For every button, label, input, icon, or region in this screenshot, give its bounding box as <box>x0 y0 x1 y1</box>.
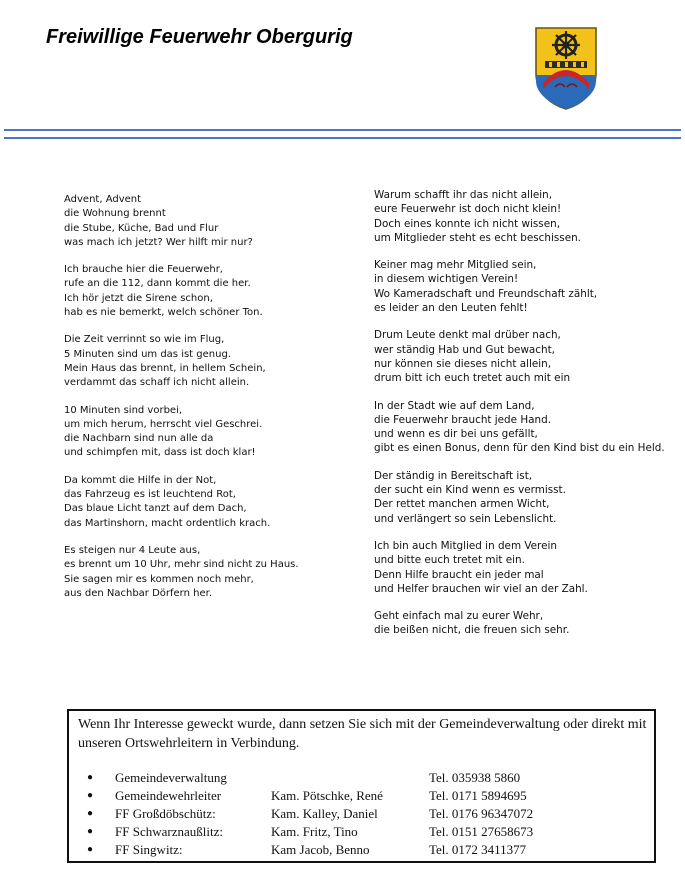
contact-name: Gemeindeverwaltung <box>115 770 227 785</box>
contact-name: Gemeindewehrleiter <box>115 788 222 803</box>
poem-stanza <box>374 399 674 456</box>
poem-line: Mein Haus das brennt, in hellem Schein, <box>64 362 266 374</box>
contact-info-box <box>67 709 656 863</box>
poem-line: und wenn es dir bei uns gefällt, <box>374 428 538 441</box>
poem-line: Der rettet manchen armen Wicht, <box>374 498 550 511</box>
poem-line: um mich herum, herrscht viel Geschrei. <box>64 418 263 430</box>
poem-line: Denn Hilfe braucht ein jeder mal <box>374 568 544 581</box>
poem-line: nur können sie dieses nicht allein, <box>374 357 552 370</box>
poem-line: Drum Leute denkt mal drüber nach, <box>374 329 561 342</box>
poem-line: hab es nie bemerkt, welch schöner Ton. <box>64 307 263 319</box>
poem-line: Warum schafft ihr das nicht allein, <box>374 189 553 201</box>
poem-line: Sie sagen mir es kommen noch mehr, <box>64 573 254 585</box>
poem-line: 5 Minuten sind um das ist genug. <box>64 348 231 360</box>
poem-line: wer ständig Hab und Gut bewacht, <box>374 343 555 356</box>
poem-line: der sucht ein Kind wenn es vermisst. <box>374 484 566 497</box>
poem-line: das Fahrzeug es ist leuchtend Rot, <box>64 489 236 501</box>
poem-line: die Wohnung brennt <box>64 208 166 220</box>
poem-stanza <box>64 404 349 461</box>
contact-phone: Tel. 0151 27658673 <box>429 824 534 839</box>
poem-line: aus den Nachbar Dörfern her. <box>64 587 212 599</box>
poem-line: es leider an den Leuten fehlt! <box>374 302 528 315</box>
header-rule-bottom <box>4 137 681 139</box>
poem-right-column <box>374 188 674 651</box>
poem-line: und Helfer brauchen wir viel an der Zahl. <box>374 582 588 595</box>
contact-phone: Tel. 035938 5860 <box>429 770 521 785</box>
poem-line: und bitte euch tretet mit ein. <box>374 554 525 567</box>
poem-line: Keiner mag mehr Mitglied sein, <box>374 259 537 272</box>
bullet-icon: ● <box>87 808 94 819</box>
poem-line: die Stube, Küche, Bad und Flur <box>64 222 219 234</box>
poem-line: Ich hör jetzt die Sirene schon, <box>64 292 213 304</box>
poem-line: um Mitglieder steht es echt beschissen. <box>374 231 581 244</box>
poem-line: Doch eines konnte ich nicht wissen, <box>374 217 561 230</box>
page-title: Freiwillige Feuerwehr Obergurig <box>46 26 353 48</box>
poem-line: eure Feuerwehr ist doch nicht klein! <box>374 203 562 216</box>
poem-line: die Nachbarn sind nun alle da <box>64 433 214 445</box>
poem-left-column <box>64 193 349 614</box>
contact-person: Kam. Fritz, Tino <box>271 824 358 839</box>
poem-stanza <box>374 469 674 526</box>
poem-line: in diesem wichtigen Verein! <box>374 273 519 286</box>
poem-line: und schimpfen mit, dass ist doch klar! <box>64 447 256 459</box>
poem-line: die Feuerwehr braucht jede Hand. <box>374 413 552 426</box>
poem-line: Geht einfach mal zu eurer Wehr, <box>374 610 544 623</box>
poem-line: es brennt um 10 Uhr, mehr sind nicht zu Haus. <box>64 559 299 571</box>
poem-line: Es steigen nur 4 Leute aus, <box>64 544 201 556</box>
poem-line: In der Stadt wie auf dem Land, <box>374 399 535 412</box>
poem-line: was mach ich jetzt? Wer hilft mir nur? <box>64 236 253 248</box>
poem-line: Die Zeit verrinnt so wie im Flug, <box>64 334 225 346</box>
contact-person: Kam. Pötschke, René <box>271 788 383 803</box>
poem-line: Advent, Advent <box>64 194 142 205</box>
poem-line: drum bitt ich euch tretet auch mit ein <box>374 372 571 385</box>
poem-line: verdammt das schaff ich nicht allein. <box>64 377 250 389</box>
poem-stanza <box>64 193 349 250</box>
bullet-icon: ● <box>87 826 94 837</box>
poem-stanza <box>374 609 674 638</box>
fire-brigade-crest-icon <box>533 25 599 111</box>
poem-stanza <box>374 188 674 245</box>
contact-name: FF Großdöbschütz: <box>115 806 216 821</box>
poem-line: 10 Minuten sind vorbei, <box>64 404 183 416</box>
poem-line: Ich bin auch Mitglied in dem Verein <box>374 539 557 552</box>
poem-line: rufe an die 112, dann kommt die her. <box>64 278 251 290</box>
contact-name: FF Singwitz: <box>115 842 183 857</box>
poem-line: die beißen nicht, die freuen sich sehr. <box>374 624 570 637</box>
contact-person: Kam. Kalley, Daniel <box>271 806 378 821</box>
poem-stanza <box>374 539 674 596</box>
poem-line: und verlängert so sein Lebenslicht. <box>374 512 557 525</box>
poem-line: Der ständig in Bereitschaft ist, <box>374 469 533 482</box>
contact-phone: Tel. 0176 96347072 <box>429 806 534 821</box>
poem-line: Wo Kameradschaft und Freundschaft zählt, <box>374 287 598 300</box>
poem-line: Das blaue Licht tanzt auf dem Dach, <box>64 503 247 515</box>
poem-line: Ich brauche hier die Feuerwehr, <box>64 264 223 276</box>
contact-name: FF Schwarznaußlitz: <box>115 824 223 839</box>
poem-stanza <box>64 544 349 601</box>
poem-stanza <box>64 333 349 390</box>
poem-stanza <box>64 263 349 320</box>
bullet-icon: ● <box>87 772 94 783</box>
poem-line: das Martinshorn, macht ordentlich krach. <box>64 517 271 529</box>
poem-stanza <box>64 474 349 531</box>
poem-stanza <box>374 258 674 315</box>
poem-line: gibt es einen Bonus, denn für den Kind bist du ein Held. <box>374 442 665 455</box>
contact-phone: Tel. 0171 5894695 <box>429 788 527 803</box>
header-rule-top <box>4 129 681 131</box>
poem-stanza <box>374 328 674 385</box>
bullet-icon: ● <box>87 790 94 801</box>
bullet-icon: ● <box>87 844 94 855</box>
contact-intro-text: Wenn Ihr Interesse geweckt wurde, dann setzen Sie sich mit der Gemeindeverwaltung oder direkt mit unseren Ortswehrleitern in Verbindung. <box>78 717 647 751</box>
contact-person: Kam Jacob, Benno <box>271 842 370 857</box>
poem-line: Da kommt die Hilfe in der Not, <box>64 474 217 486</box>
contact-phone: Tel. 0172 3411377 <box>429 842 527 857</box>
